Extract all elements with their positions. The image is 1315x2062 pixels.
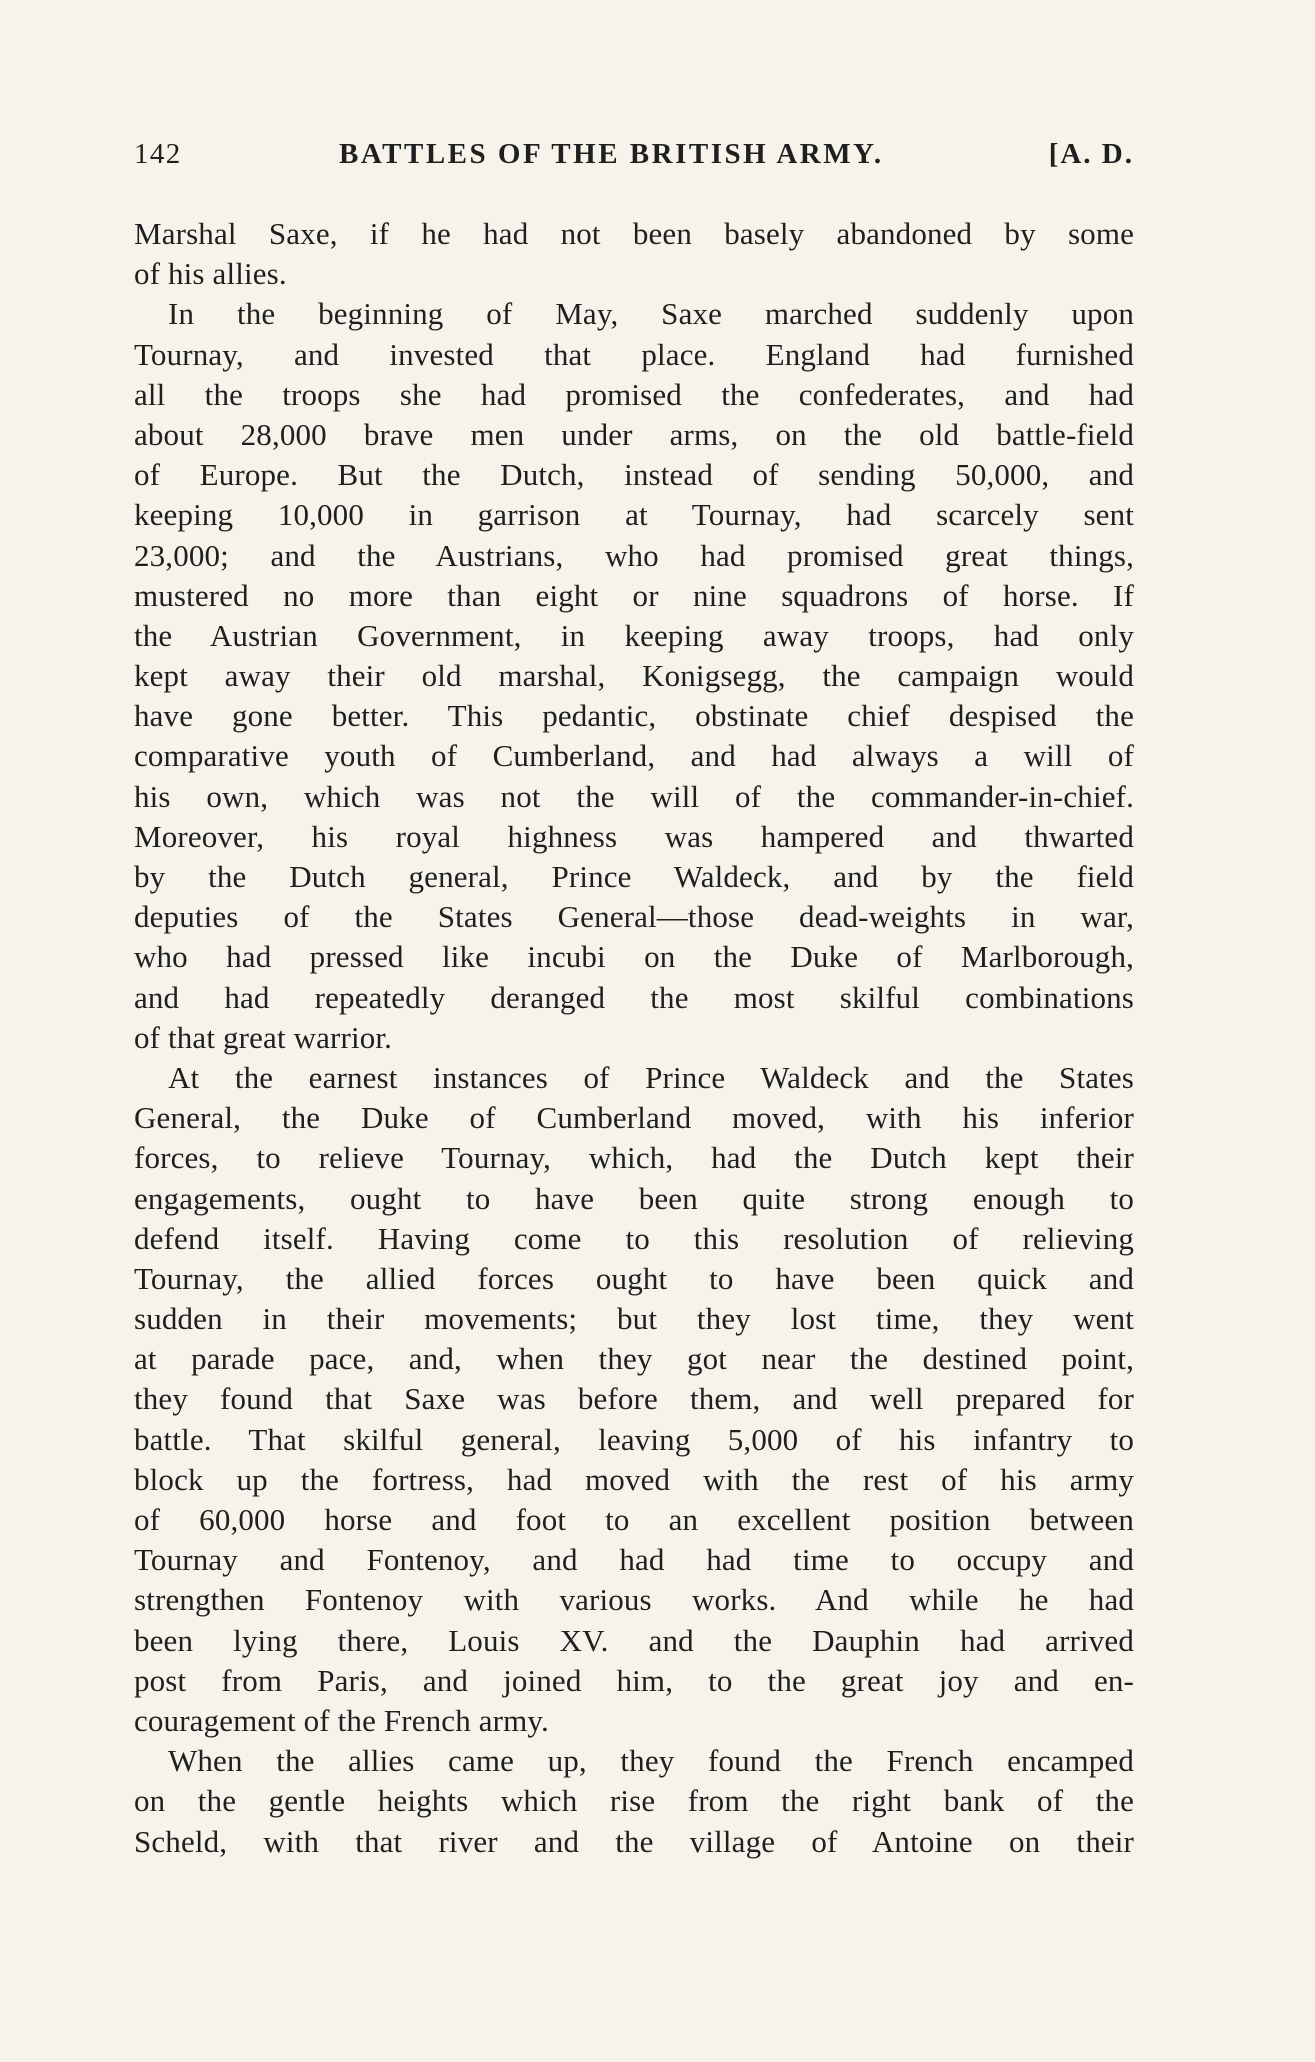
text-line: keeping 10,000 in garrison at Tournay, had scarcely sent <box>134 497 1134 533</box>
text-line: battle. That skilful general, leaving 5,000 of his infantry to <box>134 1421 1134 1457</box>
text-line: who had pressed like incubi on the Duke of Marlborough, <box>134 939 1134 975</box>
text-line: of his allies. <box>134 256 287 292</box>
text-line: Tournay and Fontenoy, and had had time to occupy and <box>134 1542 1134 1578</box>
text-line: Marshal Saxe, if he had not been basely abandoned by some <box>134 216 1134 251</box>
text-line: defend itself. Having come to this resolution of relieving <box>134 1220 1134 1256</box>
text-line: about 28,000 brave men under arms, on the old battle-field <box>134 416 1134 452</box>
text-line: the Austrian Government, in keeping away troops, had only <box>134 617 1134 653</box>
text-line: all the troops she had promised the confederates, and had <box>134 376 1134 412</box>
text-line: sudden in their movements; but they lost time, they went <box>134 1301 1134 1337</box>
text-line: at parade pace, and, when they got near the destined point, <box>134 1341 1134 1377</box>
text-line: engagements, ought to have been quite strong enough to <box>134 1180 1134 1216</box>
text-line: When the allies came up, they found the French encamped <box>168 1743 1134 1779</box>
page-number: 142 <box>134 138 182 170</box>
text-line: Scheld, with that river and the village of Antoine on their <box>134 1823 1134 1859</box>
text-line: of Europe. But the Dutch, instead of sending 50,000, and <box>134 457 1134 493</box>
text-line: In the beginning of May, Saxe marched suddenly upon <box>168 296 1134 332</box>
text-line: block up the fortress, had moved with the rest of his army <box>134 1461 1134 1497</box>
text-line: Moreover, his royal highness was hampered and thwarted <box>134 818 1134 854</box>
text-line: have gone better. This pedantic, obstinate chief despised the <box>134 698 1134 734</box>
text-line: kept away their old marshal, Konigsegg, the campaign would <box>134 658 1134 694</box>
page-header <box>134 134 1134 174</box>
text-line: they found that Saxe was before them, and well prepared for <box>134 1381 1134 1417</box>
body-text <box>134 214 1134 1862</box>
text-line: of 60,000 horse and foot to an excellent position between <box>134 1502 1134 1537</box>
text-line: deputies of the States General—those dead-weights in war, <box>134 899 1134 935</box>
text-line: 23,000; and the Austrians, who had promised great things, <box>134 537 1134 573</box>
text-line: comparative youth of Cumberland, and had always a will of <box>134 738 1134 774</box>
text-line: At the earnest instances of Prince Waldeck and the States <box>168 1059 1134 1095</box>
text-line: of that great warrior. <box>134 1019 393 1055</box>
text-line: and had repeatedly deranged the most skilful combinations <box>134 979 1134 1015</box>
text-line: post from Paris, and joined him, to the great joy and en- <box>134 1662 1134 1698</box>
text-line: mustered no more than eight or nine squadrons of horse. If <box>134 577 1134 613</box>
text-line: been lying there, Louis XV. and the Dauphin had arrived <box>134 1622 1134 1658</box>
text-line: Tournay, the allied forces ought to have been quick and <box>134 1260 1134 1296</box>
text-line: forces, to relieve Tournay, which, had the Dutch kept their <box>134 1140 1134 1176</box>
text-line: Tournay, and invested that place. England had furnished <box>134 336 1134 372</box>
text-line: by the Dutch general, Prince Waldeck, and by the field <box>134 859 1134 894</box>
text-line: General, the Duke of Cumberland moved, with his inferior <box>134 1100 1134 1136</box>
text-line: on the gentle heights which rise from the right bank of the <box>134 1783 1134 1819</box>
text-line: couragement of the French army. <box>134 1702 549 1738</box>
text-line: his own, which was not the will of the commander-in-chief. <box>134 778 1134 814</box>
text-line: strengthen Fontenoy with various works. And while he had <box>134 1582 1134 1618</box>
running-head: BATTLES OF THE BRITISH ARMY. <box>339 138 884 170</box>
header-right-marker: [A. D. <box>1048 138 1134 170</box>
